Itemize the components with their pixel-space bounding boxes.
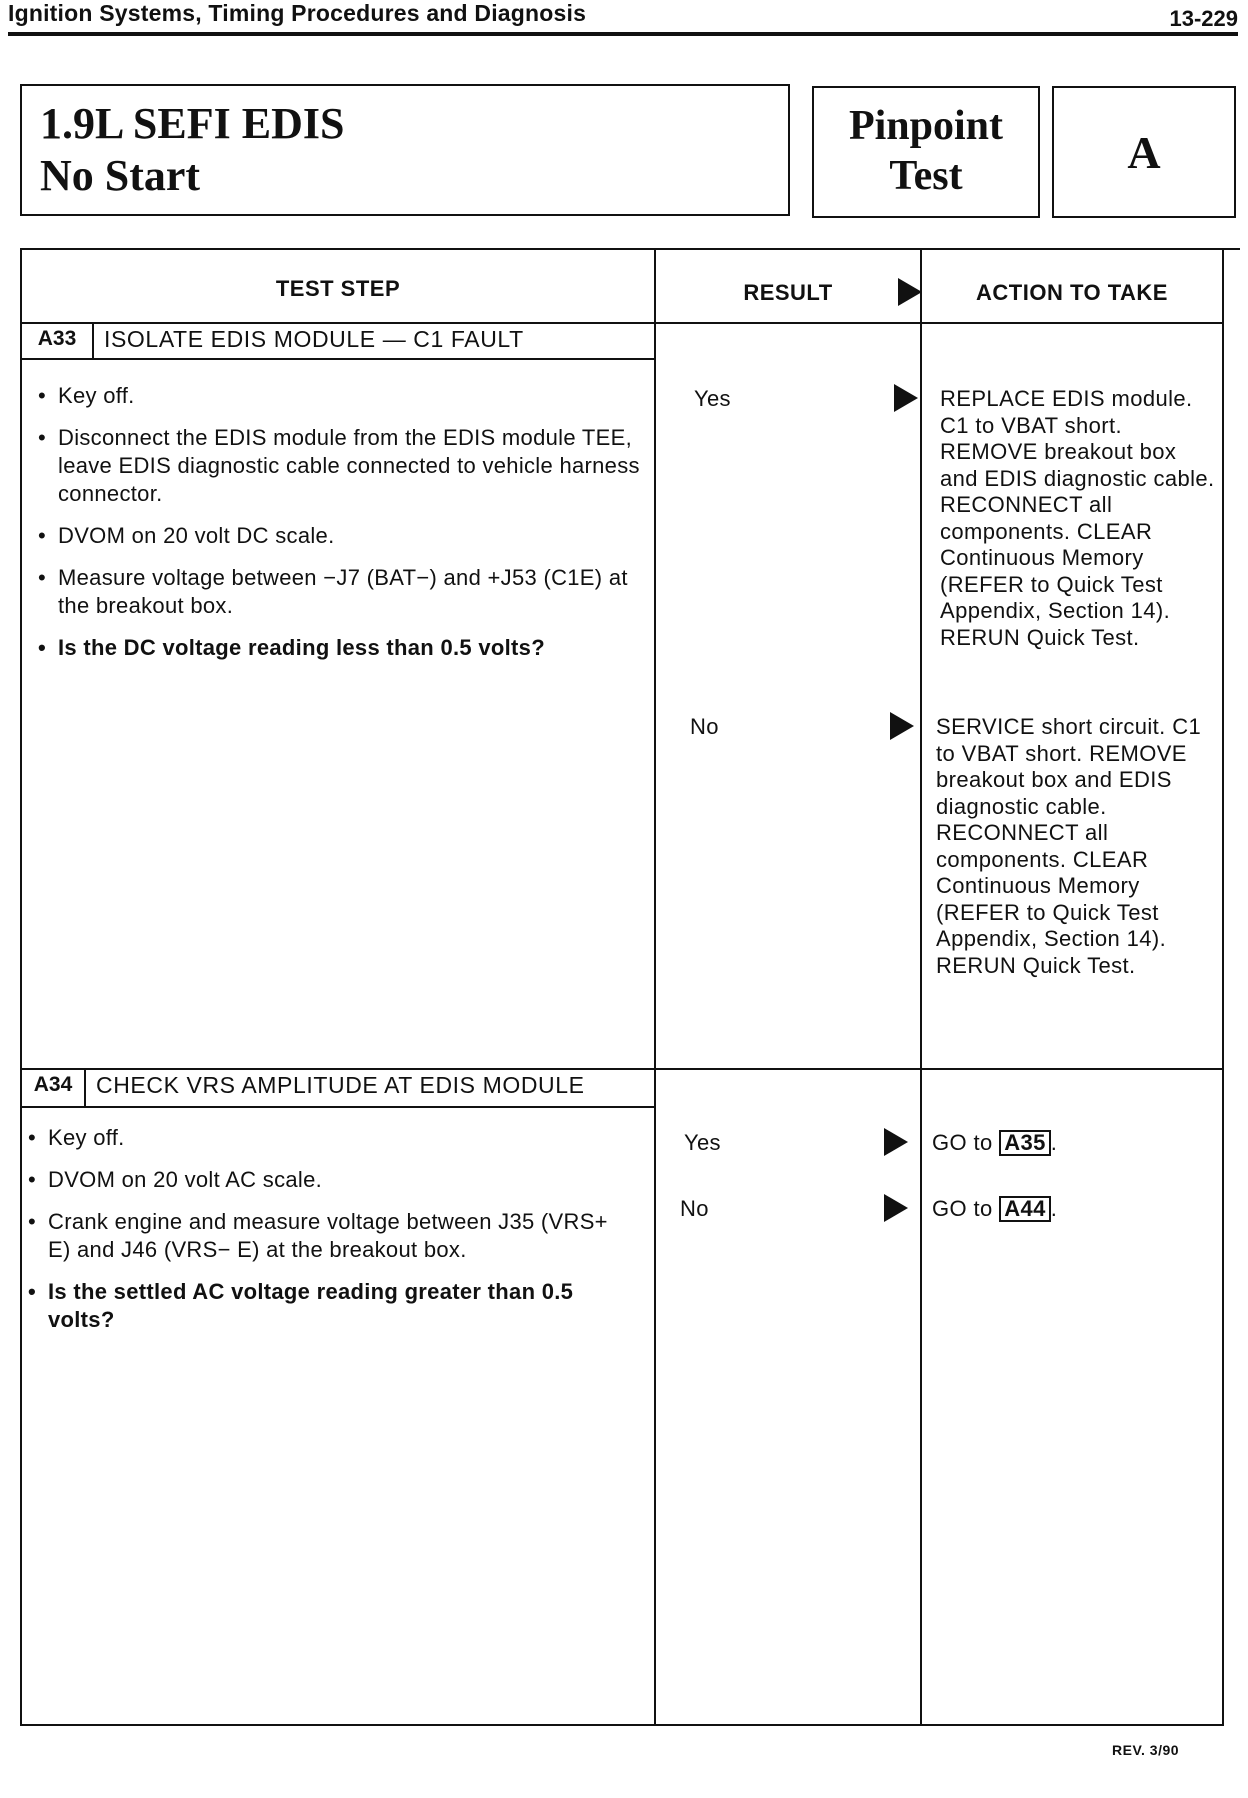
step-a34-label-rule bbox=[20, 1106, 656, 1108]
test-label: Test bbox=[889, 153, 963, 199]
step-a33-action-yes: REPLACE EDIS module. C1 to VBAT short. REMOVE breakout box and EDIS diagnostic cable. RECONNECT all components. CLEAR Continuous Memory (REFER to Quick Test Appendix, Section 14). RERUN Quick Test. bbox=[940, 386, 1215, 650]
table-right-border bbox=[1222, 248, 1224, 1726]
column-header-result: RESULT bbox=[743, 280, 833, 305]
step-a33-label-rule bbox=[20, 358, 656, 360]
page-number: 13-229 bbox=[1169, 6, 1238, 31]
result-arrow-icon bbox=[884, 1128, 908, 1156]
list-item: • DVOM on 20 volt AC scale. bbox=[22, 1166, 634, 1194]
result-arrow-icon bbox=[894, 384, 918, 412]
goto-suffix: . bbox=[1050, 1130, 1058, 1155]
goto-ref-a44[interactable]: A44 bbox=[999, 1196, 1051, 1222]
step-row-separator bbox=[20, 1068, 1224, 1070]
list-item: • Measure voltage between −J7 (BAT−) and +J53 (C1E) at the breakout box. bbox=[32, 564, 644, 620]
table-bottom-border bbox=[20, 1724, 1224, 1726]
goto-suffix: . bbox=[1050, 1196, 1058, 1221]
action-column-divider bbox=[920, 248, 922, 1726]
result-arrow-icon bbox=[890, 712, 914, 740]
step-a33-action-no: SERVICE short circuit. C1 to VBAT short. REMOVE breakout box and EDIS diagnostic cable. RECONNECT all components. CLEAR Continuous Memory (REFER to Quick Test Appendix, Section 14). RERUN Quick Test. bbox=[936, 714, 1202, 978]
procedure-title-line2: No Start bbox=[40, 151, 201, 200]
step-a34-tag-divider bbox=[84, 1068, 86, 1108]
step-a34-action-no bbox=[932, 1196, 1057, 1222]
running-header bbox=[8, 0, 1238, 36]
step-a34-result-no: No bbox=[680, 1196, 709, 1221]
table-left-border bbox=[20, 248, 22, 1726]
step-a33-result-yes: Yes bbox=[694, 386, 731, 411]
step-a34-result-yes: Yes bbox=[684, 1130, 721, 1155]
step-a34-title: CHECK VRS AMPLITUDE AT EDIS MODULE bbox=[96, 1072, 585, 1098]
header-arrow-icon bbox=[898, 278, 922, 306]
column-header-test-step: TEST STEP bbox=[275, 276, 401, 301]
step-a33-id: A33 bbox=[37, 327, 77, 350]
procedure-title-box bbox=[20, 84, 790, 216]
section-title: Ignition Systems, Timing Procedures and Diagnosis bbox=[8, 0, 587, 26]
pinpoint-test-box bbox=[812, 86, 1040, 218]
step-a33-tag-divider bbox=[92, 322, 94, 360]
list-item: • Crank engine and measure voltage between J35 (VRS+ E) and J46 (VRS− E) at the breakout box. bbox=[22, 1208, 634, 1264]
step-a33-title: ISOLATE EDIS MODULE — C1 FAULT bbox=[104, 326, 524, 352]
step-a34-instructions bbox=[22, 1124, 634, 1348]
list-item: • Disconnect the EDIS module from the EDIS module TEE, leave EDIS diagnostic cable connected to vehicle harness connector. bbox=[32, 424, 644, 508]
header-row-rule bbox=[20, 322, 1224, 324]
revision-note: REV. 3/90 bbox=[1112, 1742, 1180, 1758]
procedure-title-line1: 1.9L SEFI EDIS bbox=[40, 99, 345, 148]
goto-prefix: GO to bbox=[932, 1130, 993, 1155]
goto-prefix: GO to bbox=[932, 1196, 993, 1221]
test-letter: A bbox=[1127, 127, 1161, 178]
pinpoint-label: Pinpoint bbox=[848, 103, 1004, 149]
step-a33-result-no: No bbox=[690, 714, 719, 739]
result-column-divider bbox=[654, 248, 656, 1726]
test-letter-box bbox=[1052, 86, 1236, 218]
step-a34-question: • Is the settled AC voltage reading greater than 0.5 volts? bbox=[22, 1278, 634, 1334]
column-header-action: ACTION TO TAKE bbox=[976, 280, 1168, 305]
list-item: • Key off. bbox=[32, 382, 644, 410]
result-arrow-icon bbox=[884, 1194, 908, 1222]
list-item: • DVOM on 20 volt DC scale. bbox=[32, 522, 644, 550]
goto-ref-a35[interactable]: A35 bbox=[999, 1130, 1051, 1156]
step-a34-action-yes bbox=[932, 1130, 1057, 1156]
step-a33-question: • Is the DC voltage reading less than 0.5 volts? bbox=[32, 634, 644, 662]
step-a34-id: A34 bbox=[33, 1073, 73, 1096]
table-top-border bbox=[20, 248, 1240, 250]
step-a33-instructions bbox=[32, 382, 644, 676]
list-item: • Key off. bbox=[22, 1124, 634, 1152]
